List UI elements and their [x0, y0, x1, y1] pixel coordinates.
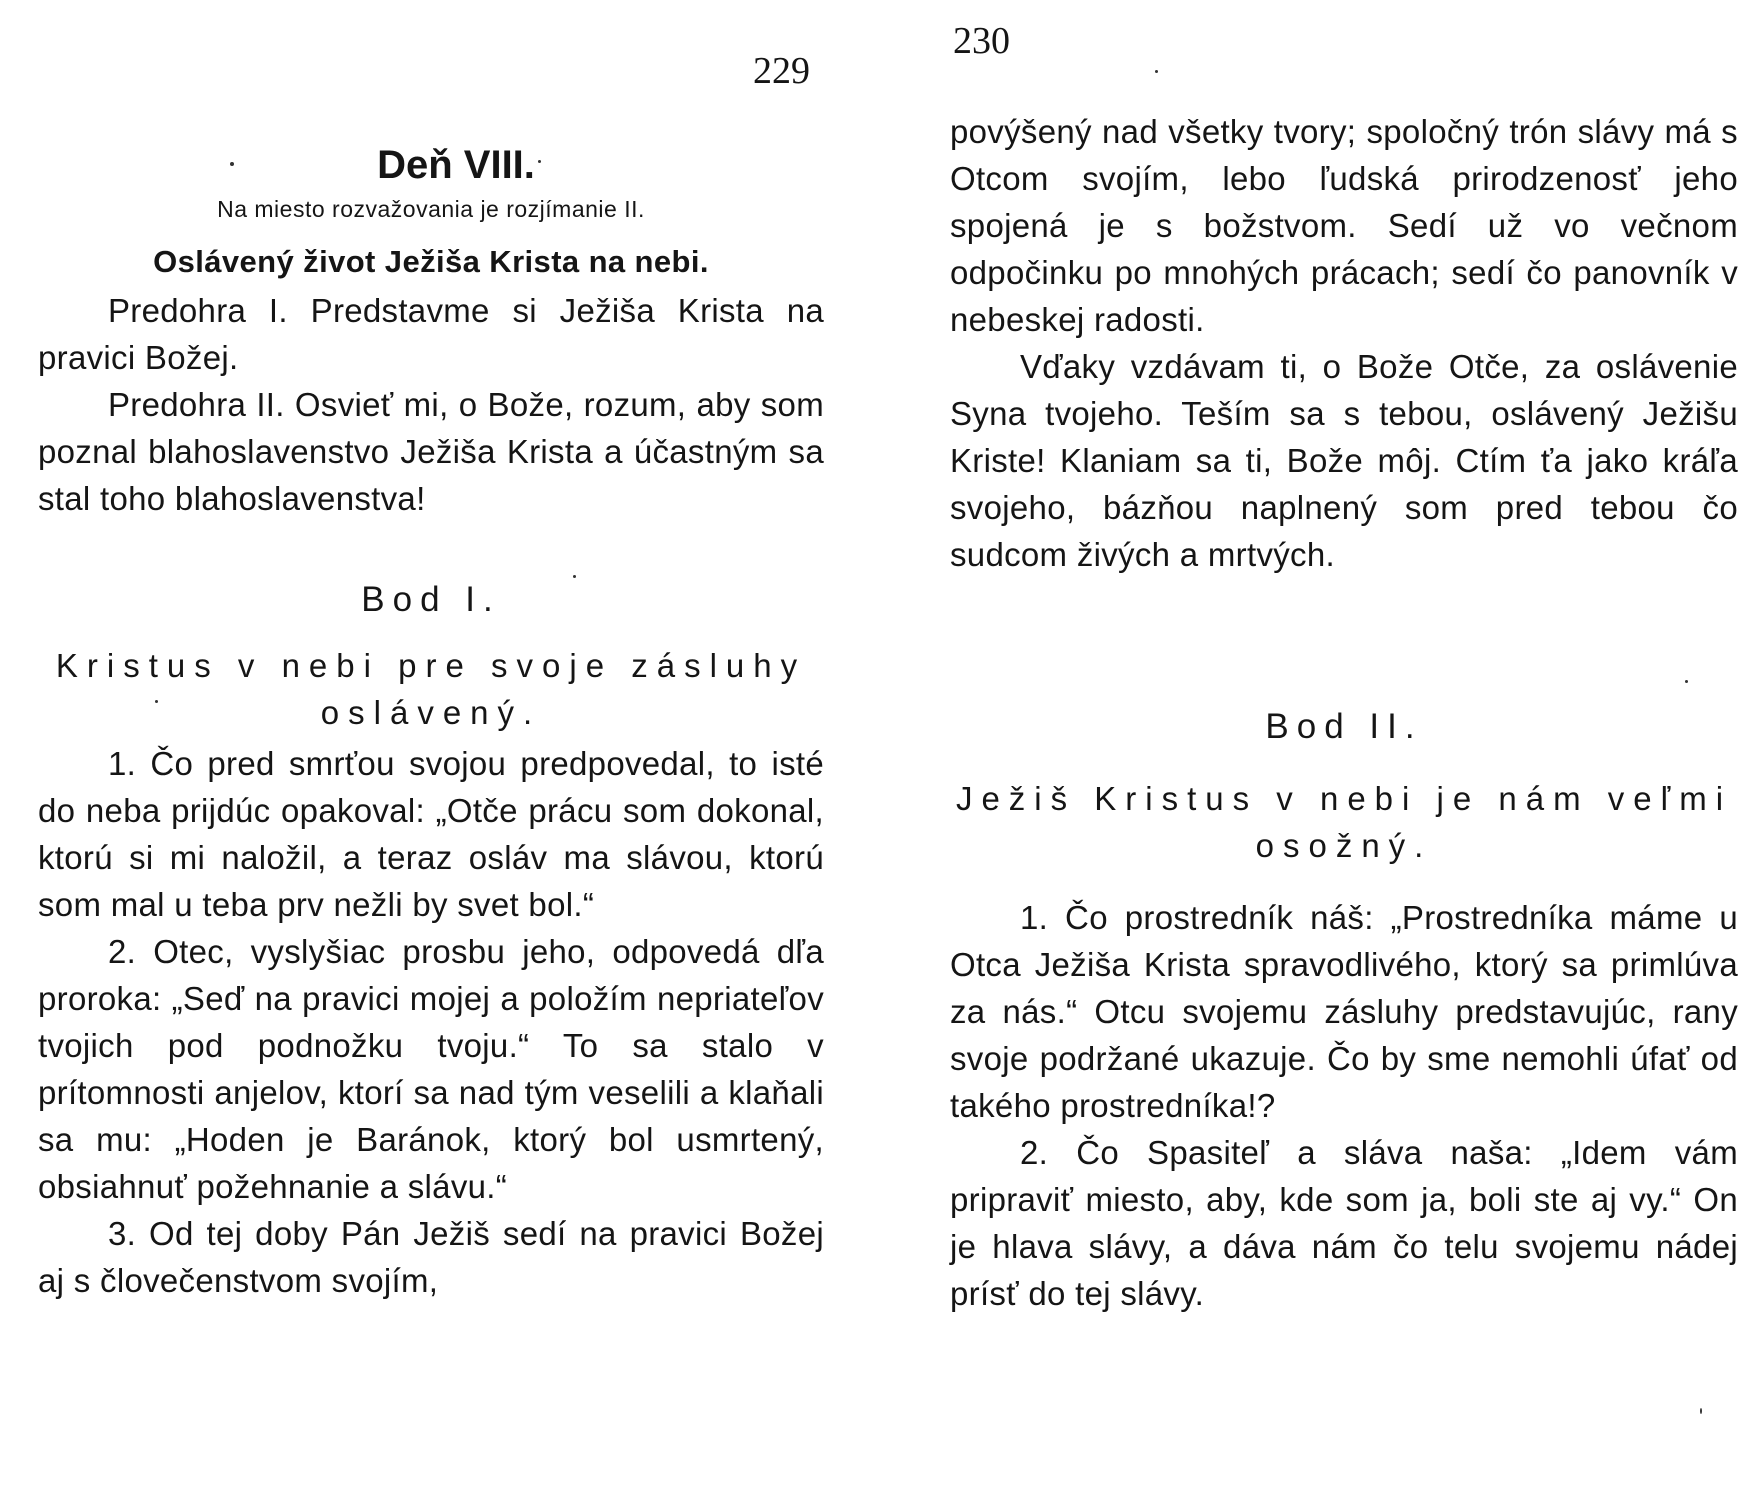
paragraph: [950, 894, 1738, 1129]
paragraph-text: 2. Čo Spasiteľ a sláva naša: „Idem vám pripraviť miesto, aby, kde som ja, boli ste aj vy.“ On je hlava slávy, a dáva nám čo telu svojemu nádej prísť do tej slávy.: [950, 1134, 1738, 1312]
point-2-body: [950, 894, 1738, 1317]
paragraph: [38, 928, 824, 1210]
paragraph-continued: [950, 108, 1738, 343]
point-1-body: [38, 740, 824, 1304]
paragraph-text: 3. Od tej doby Pán Ježiš sedí na pravici Božej aj s človečenstvom svojím,: [38, 1215, 824, 1299]
point-heading-2: Bod II.: [1265, 707, 1423, 746]
print-speck: [573, 575, 576, 578]
day-subtitle: Na miesto rozvažovania je rozjímanie II.: [217, 196, 645, 222]
point-subtitle-2: Ježiš Kristus v nebi je nám veľmi osožný.: [955, 780, 1733, 864]
paragraph-text: Vďaky vzdávam ti, o Bože Otče, za oslávenie Syna tvojeho. Teším sa s tebou, oslávený Ježišu Kriste! Klaniam sa ti, Bože môj. Ctím ťa jako kráľa svojeho, bázňou naplnený som pred tebou čo sudcom živých a mrtvých.: [950, 348, 1738, 573]
prelude-1-text: Predohra I. Predstavme si Ježiša Krista na pravici Božej.: [38, 292, 824, 376]
prelude-2-text: Predohra II. Osvieť mi, o Bože, rozum, aby som poznal blahoslavenstvo Ježiša Krista a účastným sa stal toho blahoslavenstva!: [38, 386, 824, 517]
print-speck: [538, 160, 541, 163]
paragraph-text: 1. Čo pred smrťou svojou predpovedal, to isté do neba prijdúc opakoval: „Otče prácu som dokonal, ktorú si mi naložil, a teraz osláv ma slávou, ktorú som mal u teba prv nežli by svet bol.“: [38, 745, 824, 923]
point-subtitle-1: Kristus v nebi pre svoje zásluhy oslávený.: [55, 647, 807, 731]
paragraph: [38, 740, 824, 928]
paragraph: [38, 1210, 824, 1304]
paragraph: [950, 1129, 1738, 1317]
print-speck: [1685, 680, 1688, 683]
print-speck: [155, 700, 158, 703]
paragraph-thanks: [950, 343, 1738, 578]
print-speck: [1700, 1408, 1702, 1414]
prelude-2: [38, 381, 824, 522]
point-heading-1: Bod I.: [361, 580, 501, 619]
print-speck: [1155, 70, 1158, 73]
prelude-1: [38, 287, 824, 381]
day-topic: Oslávený život Ježiša Krista na nebi.: [153, 244, 709, 279]
paragraph-text: 1. Čo prostredník náš: „Prostredníka máme u Otca Ježiša Krista spravodlivého, ktorý sa primlúva za nás.“ Otcu svojemu zásluhy predstavujúc, rany svoje podržané ukazuje. Čo by sme nemohli úfať od takého prostredníka!?: [950, 899, 1738, 1124]
paragraph-text: povýšený nad všetky tvory; spoločný trón slávy má s Otcom svojím, lebo ľudská prirodzenosť jeho spojená je s božstvom. Sedí už vo večnom odpočinku po mnohých prácach; sedí čo panovník v nebeskej radosti.: [950, 113, 1738, 338]
page-number-right: 230: [953, 20, 1010, 62]
right-page: [950, 0, 1738, 1500]
continued-section: [950, 108, 1738, 578]
print-speck: [230, 162, 234, 166]
paragraph-text: 2. Otec, vyslyšiac prosbu jeho, odpovedá dľa proroka: „Seď na pravici mojej a položím nepriateľov tvojich pod podnožku tvoju.“ To sa stalo v prítomnosti anjelov, ktorí sa nad tým veselili a klaňali sa mu: „Hoden je Baránok, ktorý bol usmrtený, obsiahnuť požehnanie a slávu.“: [38, 933, 824, 1205]
prelude-section: [38, 287, 824, 522]
page-number-left: 229: [753, 50, 810, 92]
left-page: [38, 0, 824, 1500]
day-title: Deň VIII.: [377, 143, 535, 187]
